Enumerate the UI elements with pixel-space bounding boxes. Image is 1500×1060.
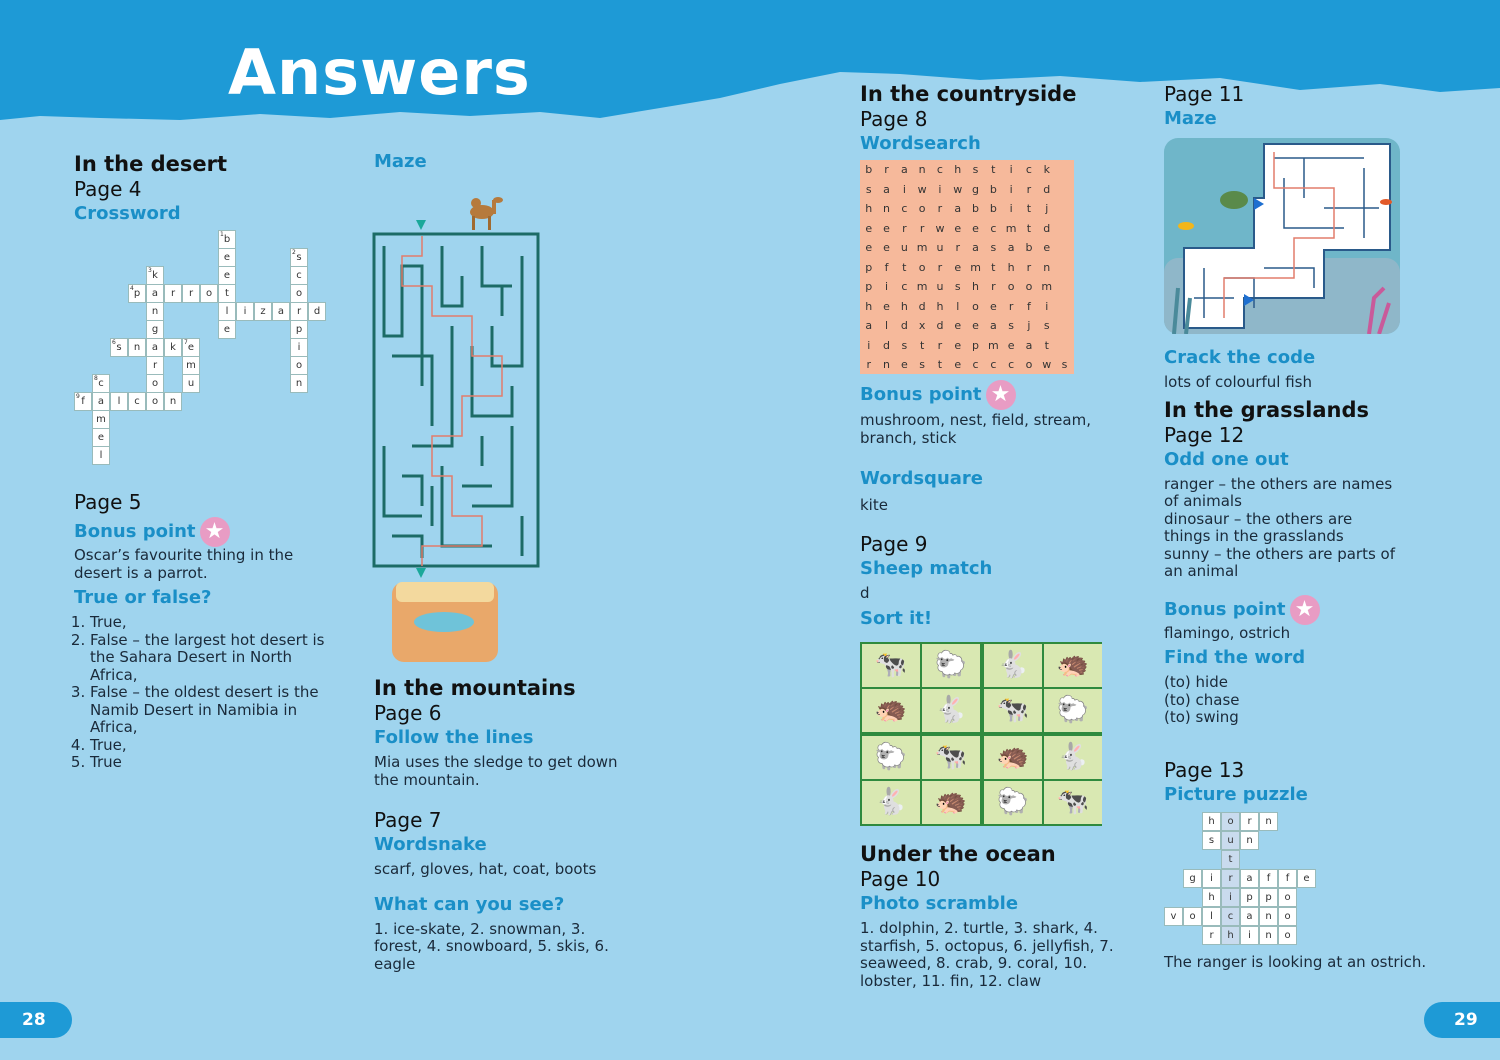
puzzle-cell: v [1164, 907, 1183, 926]
crossword-cell: n [146, 302, 164, 321]
wordsearch-cell: r [1026, 182, 1032, 196]
wordsearch-cell: e [954, 260, 962, 274]
sub-heading: Wordsquare [860, 468, 983, 489]
wordsearch-cell: x [918, 319, 926, 332]
wordsearch-cell: r [937, 338, 943, 352]
puzzle-cell: o [1278, 926, 1297, 945]
wordsearch-cell: o [972, 299, 979, 313]
wordsearch-cell: u [936, 241, 944, 254]
wordsearch-cell: p [972, 338, 980, 352]
wordsearch-cell: o [918, 260, 926, 274]
wordsearch-cell: r [937, 260, 943, 274]
wordsearch-cell: t [991, 163, 996, 176]
wordsearch-cell: i [1009, 202, 1013, 215]
crossword-cell: c 8 [92, 374, 110, 393]
wordsearch-cell: s [919, 358, 925, 371]
wordsearch-cell: b [972, 202, 980, 215]
wordsearch-cell: i [1009, 182, 1013, 196]
puzzle-cell: h [1202, 888, 1221, 907]
wordsearch-cell: o [918, 202, 926, 215]
crossword-cell: r [146, 356, 164, 375]
page-heading: Page 12 [1164, 422, 1245, 447]
crossword-cell: z [254, 302, 272, 321]
puzzle-cell: p [1259, 888, 1278, 907]
wordsearch-cell: a [954, 202, 962, 215]
wordsearch-cell: b [865, 163, 873, 176]
sub-heading: Crossword [74, 203, 181, 224]
animal-icon: 🐑 [984, 781, 1042, 824]
desert-crossword [74, 230, 334, 470]
sub-heading: Maze [1164, 108, 1217, 129]
wordsearch-cell: i [1045, 299, 1049, 313]
crossword-cell: r [182, 284, 200, 303]
list-item: 1. True, [90, 614, 334, 632]
crossword-cell: c [290, 266, 308, 285]
countryside-bonus [860, 380, 1110, 515]
wordsearch-cell: l [885, 319, 889, 332]
wordsearch-cell: e [865, 221, 873, 235]
page-heading: Page 4 [74, 177, 142, 201]
animal-icon: 🦔 [984, 736, 1042, 779]
wordsearch-cell: h [900, 299, 908, 313]
crossword-cell: o [146, 374, 164, 393]
crossword-cell: a [146, 284, 164, 303]
bonus-text: Oscar’s favourite thing in the desert is a parrot. [74, 546, 294, 582]
wordsearch-cell: s [865, 182, 872, 196]
wordsearch-cell: r [955, 241, 961, 254]
list-item: 5. True [90, 754, 334, 772]
wordsearch-grid [860, 160, 1074, 374]
wordsearch-cell: m [1041, 280, 1053, 293]
animal-icon: 🦔 [922, 781, 980, 824]
sub-heading: Sheep match [860, 558, 993, 579]
puzzle-cell: g [1183, 869, 1202, 888]
body-text: lots of colourful fish [1164, 373, 1312, 391]
body-text: scarf, gloves, hat, coat, boots [374, 860, 597, 878]
wordsearch-cell: n [918, 163, 926, 176]
wordsearch-cell: c [936, 163, 943, 176]
crossword-cell: e [218, 248, 236, 267]
star-icon: ★ [1290, 595, 1320, 625]
puzzle-cell: i [1221, 888, 1240, 907]
crossword-cell: f 9 [74, 392, 92, 411]
wordsearch-cell: f [1027, 299, 1031, 313]
puzzle-cell: n [1240, 831, 1259, 850]
section-heading: Under the ocean [860, 842, 1056, 866]
puzzle-cell: r [1240, 812, 1259, 831]
bonus-heading: Bonus point [860, 384, 982, 405]
wordsearch-cell: t [1026, 202, 1032, 215]
page-heading: Page 5 [74, 490, 142, 514]
puzzle-cell: f [1259, 869, 1278, 888]
wordsearch-cell: j [1027, 319, 1031, 332]
puzzle-cell: n [1259, 926, 1278, 945]
puzzle-cell: a [1240, 907, 1259, 926]
wordsearch-cell: i [867, 338, 871, 352]
puzzle-cell: t [1221, 850, 1240, 869]
sub-heading: Find the word [1164, 647, 1306, 668]
wordsearch-cell: d [1043, 221, 1051, 235]
picture-puzzle-grid [1164, 812, 1344, 942]
wordsearch-cell: e [972, 221, 979, 235]
puzzle-cell: s [1202, 831, 1221, 850]
bonus-text: mushroom, nest, field, stream, branch, stick [860, 411, 1091, 447]
puzzle-cell: o [1278, 888, 1297, 907]
crossword-cell: o [290, 284, 308, 303]
animal-icon: 🐑 [1044, 689, 1102, 732]
crossword-cell: a [272, 302, 290, 321]
wordsearch-cell: d [883, 338, 891, 352]
sub-heading: Follow the lines [374, 727, 534, 748]
wordsearch-cell: r [991, 280, 996, 293]
wordsearch-cell: a [989, 319, 997, 332]
wordsearch-cell: w [935, 221, 945, 235]
wordsearch-cell: i [938, 182, 942, 196]
wordsearch-cell: t [919, 338, 925, 352]
page13-section [1164, 758, 1424, 807]
true-false-list [74, 614, 334, 772]
wordsearch-cell: h [936, 299, 944, 313]
puzzle-cell: o [1278, 907, 1297, 926]
wordsearch-cell: s [1008, 319, 1014, 332]
wordsearch-cell: a [1025, 338, 1033, 352]
animal-icon: 🦔 [1044, 644, 1102, 687]
camel-icon [470, 197, 503, 230]
wordsearch-cell: h [1007, 260, 1015, 274]
wordsearch-cell: d [936, 319, 944, 332]
mountains-section [374, 676, 634, 789]
star-icon: ★ [200, 517, 230, 547]
crossword-cell: l [92, 446, 110, 465]
crossword-cell: e [92, 428, 110, 447]
crossword-cell: k 3 [146, 266, 164, 285]
crossword-cell: i [290, 338, 308, 357]
puzzle-cell: c [1221, 907, 1240, 926]
wordsearch-cell: c [901, 202, 908, 215]
crossword-cell: e [218, 266, 236, 285]
sub-heading: True or false? [74, 587, 212, 608]
crossword-cell: c [128, 392, 146, 411]
sub-heading: Sort it! [860, 607, 933, 629]
wordsearch-cell: n [1043, 260, 1051, 274]
wordsearch-cell: e [865, 241, 873, 254]
wordsearch-cell: h [972, 280, 980, 293]
page-title: Answers [228, 36, 531, 109]
page-heading: Page 6 [374, 701, 442, 725]
turtle-icon [1220, 191, 1248, 209]
wordsearch-cell: r [1008, 299, 1014, 313]
wordsearch-cell: e [954, 358, 962, 371]
crossword-cell: m [92, 410, 110, 429]
wordsearch-cell: c [1008, 358, 1015, 371]
section-heading: In the desert [74, 152, 228, 176]
crossword-cell: e 7 [182, 338, 200, 357]
sub-heading: Wordsearch [860, 133, 981, 154]
wordsearch-cell: m [970, 260, 981, 274]
wordsearch-cell: r [937, 202, 943, 215]
wordsearch-cell: r [919, 221, 925, 235]
wordsearch-cell: t [937, 358, 943, 371]
animal-icon: 🐇 [1044, 736, 1102, 779]
crossword-cell: o [146, 392, 164, 411]
wordsearch-cell: e [1007, 338, 1015, 352]
puzzle-cell: l [1202, 907, 1221, 926]
sub-heading: Odd one out [1164, 448, 1289, 470]
wordsearch-cell: a [1007, 241, 1015, 254]
animal-icon: 🐇 [862, 781, 920, 824]
sub-heading: What can you see? [374, 893, 565, 915]
page-heading: Page 8 [860, 107, 928, 131]
crossword-cell: p [290, 320, 308, 339]
crossword-cell: a [92, 392, 110, 411]
wordsearch-cell: r [866, 358, 872, 371]
wordsearch-cell: s [990, 241, 997, 254]
wordsearch-cell: g [972, 182, 980, 196]
puzzle-cell: h [1202, 812, 1221, 831]
wordsearch-cell: p [865, 280, 873, 293]
wordsearch-cell: m [916, 280, 928, 293]
puzzle-cell: o [1183, 907, 1202, 926]
wordsearch-cell: s [972, 163, 979, 176]
wordsearch-cell: a [972, 241, 979, 254]
ocean-maze-illustration [1164, 138, 1400, 334]
bonus-text: flamingo, ostrich [1164, 623, 1291, 642]
wordsearch-cell: s [1061, 358, 1068, 371]
wordsearch-cell: r [902, 221, 907, 235]
wordsearch-cell: u [936, 280, 944, 293]
page-number-right: 29 [1424, 1002, 1500, 1038]
section-heading: In the countryside [860, 82, 1077, 106]
wordsearch-cell: t [902, 260, 907, 274]
wordsearch-cell: c [1025, 163, 1032, 176]
animal-icon: 🐄 [862, 644, 920, 687]
ocean-section [860, 842, 1120, 990]
wordsearch-cell: h [954, 163, 962, 176]
body-text: d [860, 584, 870, 602]
wordsearch-cell: t [1026, 221, 1032, 235]
animal-icon: 🐇 [984, 644, 1042, 687]
puzzle-cell: o [1221, 812, 1240, 831]
page-heading: Page 13 [1164, 758, 1245, 782]
crossword-cell: s 2 [290, 248, 308, 267]
puzzle-cell: n [1259, 907, 1278, 926]
wordsearch-cell: o [1025, 280, 1033, 293]
crossword-cell: p 4 [128, 284, 146, 303]
animal-icon: 🐄 [984, 689, 1042, 732]
sub-heading: Wordsnake [374, 834, 487, 855]
body-text: kite [860, 496, 888, 514]
body-text: (to) hide (to) chase (to) swing [1164, 673, 1240, 726]
wordsearch-cell: d [918, 299, 926, 313]
header-wave [0, 0, 1500, 160]
animal-icon: 🐄 [922, 736, 980, 779]
maze-illustration [372, 186, 542, 666]
crossword-cell: n [290, 374, 308, 393]
body-text: Mia uses the sledge to get down the mountain. [374, 753, 618, 789]
wordsearch-cell: m [916, 241, 928, 254]
puzzle-cell: f [1278, 869, 1297, 888]
wordsearch-cell: e [972, 319, 979, 332]
wordsearch-cell: w [953, 182, 963, 196]
wordsearch-cell: c [990, 358, 997, 371]
wordsearch-cell: e [883, 299, 890, 313]
wordsearch-cell: a [883, 182, 890, 196]
wordsearch-cell: e [883, 221, 890, 235]
page5-section [74, 490, 334, 772]
bonus-heading: Bonus point [74, 521, 196, 542]
wordsearch-cell: e [900, 358, 908, 371]
puzzle-cell: i [1240, 926, 1259, 945]
wordsearch-cell: k [1043, 163, 1050, 176]
body-text: 1. dolphin, 2. turtle, 3. shark, 4. starfish, 5. octopus, 6. jellyfish, 7. seaweed, 8. crab, 9. coral, 10. lobster, 11. fin, 12. claw [860, 919, 1114, 990]
puzzle-cell: r [1221, 869, 1240, 888]
puzzle-cell: e [1297, 869, 1316, 888]
wordsearch-cell: a [865, 319, 873, 332]
crossword-cell: n [128, 338, 146, 357]
crossword-cell: s 6 [110, 338, 128, 357]
puzzle-cell: n [1259, 812, 1278, 831]
list-item: 2. False – the largest hot desert is the Sahara Desert in North Africa, [90, 632, 334, 685]
oasis-icon [392, 582, 498, 662]
page9-section [860, 532, 1110, 631]
wordsearch-cell: l [956, 299, 960, 313]
wordsearch-cell: c [901, 280, 908, 293]
animal-icon: 🐑 [862, 736, 920, 779]
wordsearch-cell: m [987, 338, 999, 352]
section-heading: In the grasslands [1164, 397, 1370, 422]
animal-icon: 🦔 [862, 689, 920, 732]
wordsearch-cell: h [865, 299, 873, 313]
wordsearch-cell: m [1005, 221, 1017, 235]
wordsearch-cell: d [900, 319, 908, 332]
crossword-cell: l [110, 392, 128, 411]
crossword-cell: u [182, 374, 200, 393]
sub-heading: Crack the code [1164, 347, 1316, 368]
crossword-cell: o [290, 356, 308, 375]
puzzle-cell: i [1202, 869, 1221, 888]
wordsearch-cell: w [1042, 358, 1052, 371]
wordsearch-cell: u [900, 241, 908, 254]
page-heading: Page 11 [1164, 82, 1245, 106]
wordsearch-cell: e [989, 299, 997, 313]
sort-grid [860, 642, 1102, 826]
wordsearch-cell: e [883, 241, 890, 254]
wordsearch-cell: n [883, 202, 891, 215]
star-icon: ★ [986, 380, 1016, 410]
wordsearch-cell: e [954, 338, 962, 352]
wordsearch-cell: d [1043, 182, 1051, 196]
wordsearch-cell: i [1009, 163, 1013, 176]
wordsearch-cell: s [901, 338, 908, 352]
wordsearch-cell: n [883, 358, 891, 371]
crossword-cell: d [308, 302, 326, 321]
wordsearch-cell: e [954, 319, 962, 332]
crossword-cell: e [218, 320, 236, 339]
page-heading: Page 9 [860, 532, 928, 556]
grasslands-section [1164, 346, 1424, 727]
wordsearch-cell: j [1045, 202, 1049, 215]
crossword-cell: a [146, 338, 164, 357]
wordsearch-cell: r [1026, 260, 1032, 274]
wordsearch-cell: o [1025, 358, 1033, 371]
maze-section [374, 150, 427, 174]
desert-section [74, 152, 334, 226]
bonus-heading: Bonus point [1164, 598, 1286, 620]
wordsearch-cell: b [989, 202, 997, 215]
body-text: ranger – the others are names of animals dinosaur – the others are things in the grasslands sunny – the others are parts of an animal [1164, 474, 1396, 580]
wordsearch-cell: f [884, 260, 889, 274]
body-text: The ranger is looking at an ostrich. [1164, 953, 1427, 971]
wordsearch-cell: r [884, 163, 889, 176]
page-heading: Page 10 [860, 867, 941, 891]
list-item: 4. True, [90, 737, 334, 755]
wordsearch-cell: e [1043, 241, 1051, 254]
sub-heading: Picture puzzle [1164, 784, 1308, 805]
crossword-cell: m [182, 356, 200, 375]
wordsearch-cell: a [900, 163, 908, 176]
crossword-cell: i [236, 302, 254, 321]
crossword-cell: n [164, 392, 182, 411]
crossword-cell: r [290, 302, 308, 321]
page11-section [1164, 82, 1404, 131]
wordsearch-cell: h [865, 202, 873, 215]
wordsearch-cell: c [990, 221, 997, 235]
wordsearch-cell: o [1007, 280, 1015, 293]
wordsearch-cell: t [1044, 338, 1049, 352]
puzzle-cell: r [1202, 926, 1221, 945]
crossword-cell: t [218, 284, 236, 303]
page-heading: Page 7 [374, 808, 442, 832]
crossword-cell: k [164, 338, 182, 357]
list-item: 3. False – the oldest desert is the Namib Desert in Namibia in Africa, [90, 684, 334, 737]
wordsearch-cell: s [1043, 319, 1050, 332]
wordsearch-cell: s [954, 280, 961, 293]
crossword-cell: o [200, 284, 218, 303]
puzzle-cell: u [1221, 831, 1240, 850]
wordsearch-cell: t [991, 260, 996, 274]
body-text: 1. ice-skate, 2. snowman, 3. forest, 4. snowboard, 5. skis, 6. eagle [374, 919, 609, 973]
wordsearch-cell: p [865, 260, 873, 274]
crossword-cell: b 1 [218, 230, 236, 249]
animal-icon: 🐑 [922, 644, 980, 687]
wordsearch-cell: e [954, 221, 962, 235]
page7-section [374, 808, 614, 973]
countryside-section [860, 82, 1120, 156]
wordsearch-cell: b [1025, 241, 1033, 254]
crossword-cell: r [164, 284, 182, 303]
sub-heading: Maze [374, 151, 427, 172]
wordsearch-cell: b [989, 182, 997, 196]
puzzle-cell: h [1221, 926, 1240, 945]
animal-icon: 🐄 [1044, 781, 1102, 824]
section-heading: In the mountains [374, 676, 576, 700]
puzzle-cell: p [1240, 888, 1259, 907]
wordsearch-cell: i [885, 280, 889, 293]
crossword-cell: g [146, 320, 164, 339]
sub-heading: Photo scramble [860, 893, 1019, 914]
puzzle-cell: a [1240, 869, 1259, 888]
wordsearch-cell: c [972, 358, 979, 371]
page-number-left: 28 [0, 1002, 72, 1038]
wordsearch-cell: i [902, 182, 906, 196]
animal-icon: 🐇 [922, 689, 980, 732]
crossword-cell: l [218, 302, 236, 321]
wordsearch-cell: w [917, 182, 927, 196]
